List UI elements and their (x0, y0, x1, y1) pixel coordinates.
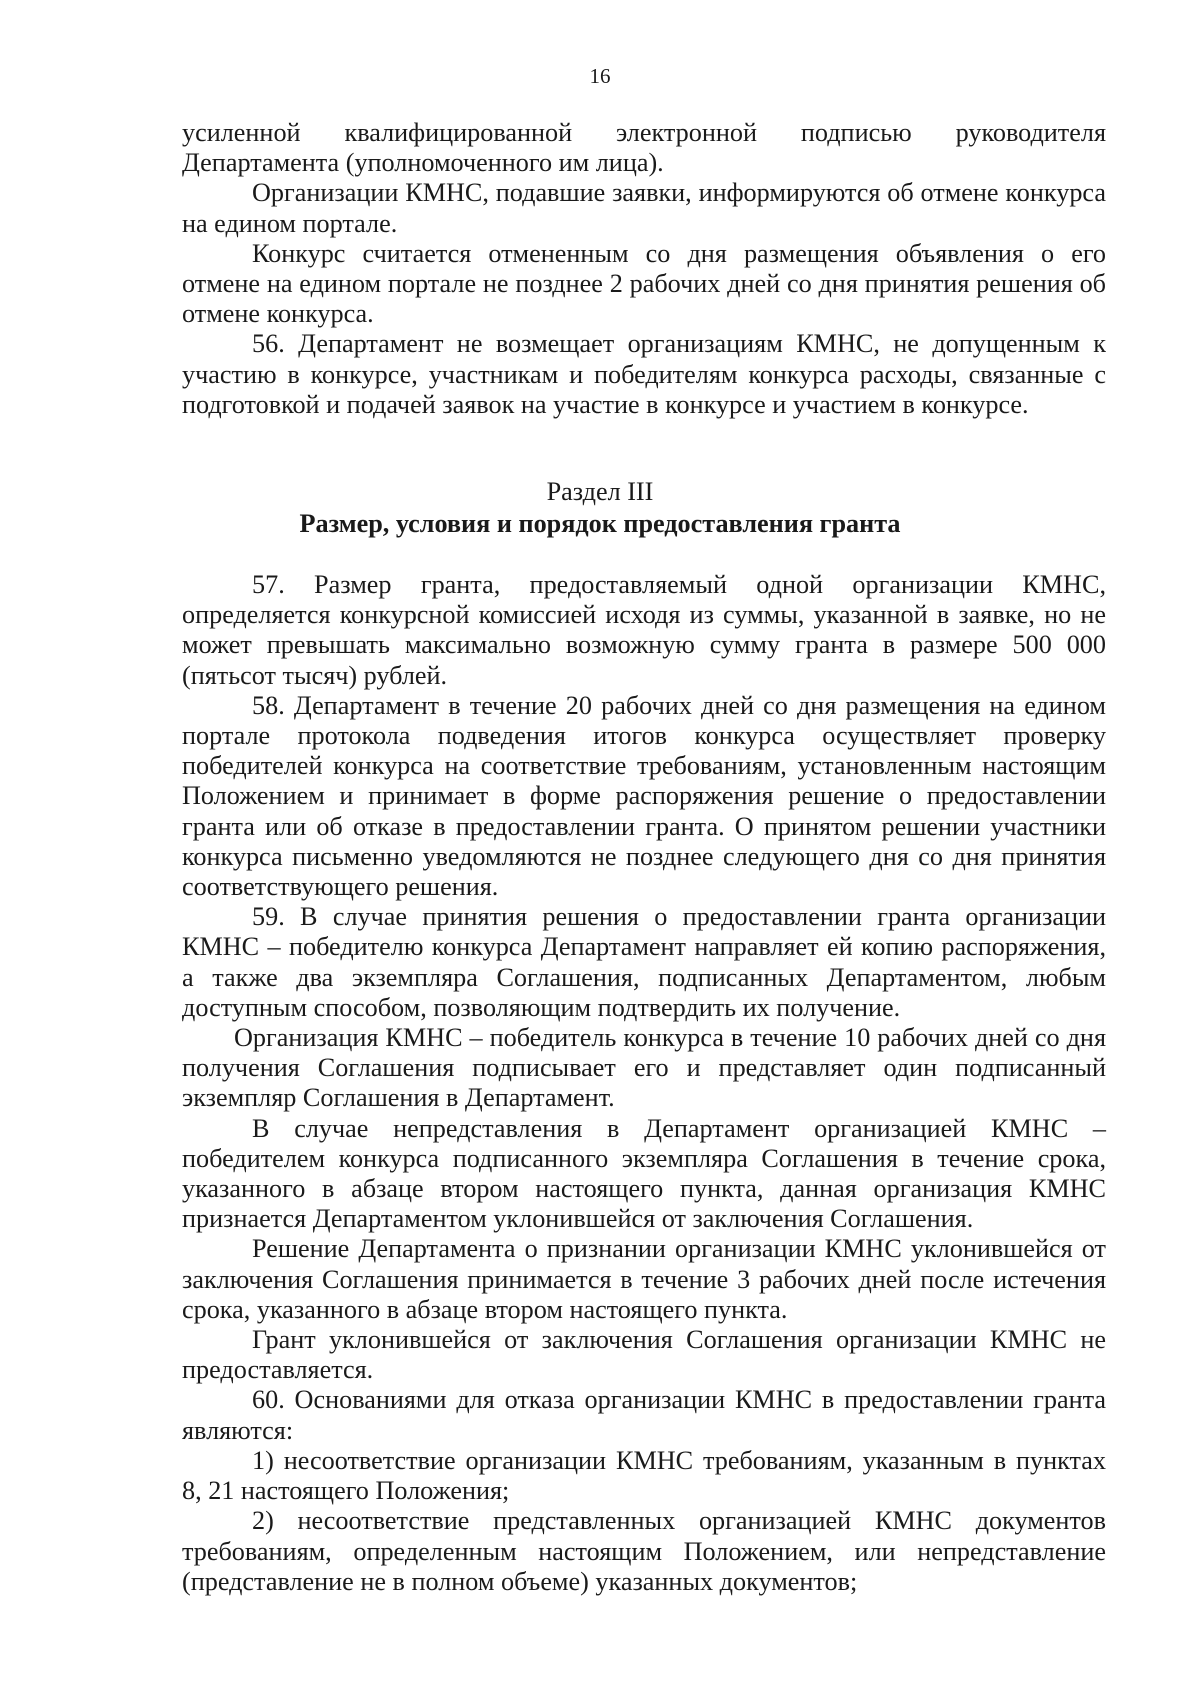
paragraph: Организация КМНС – победитель конкурса в течение 10 рабочих дней со дня получения Соглашения подписывает его и представляет один подписанный экземпляр Соглашения в Департамент. (182, 1023, 1106, 1113)
text-block-intro (182, 118, 1106, 420)
section-number: Раздел III (546, 477, 654, 506)
section-title: Размер, условия и порядок предоставления гранта (299, 509, 901, 538)
list-item: 1) несоответствие организации КМНС требованиям, указанным в пунктах 8, 21 настоящего Положения; (182, 1445, 1106, 1506)
paragraph: Решение Департамента о признании организации КМНС уклонившейся от заключения Соглашения принимается в течение 3 рабочих дней после истечения срока, указанного в абзаце втором настоящего пункта. (182, 1234, 1106, 1324)
page-number: 16 (589, 64, 611, 88)
list-item: 2) несоответствие представленных организацией КМНС документов требованиям, определенным настоящим Положением, или непредставление (представление не в полном объеме) указанных документов; (182, 1506, 1106, 1596)
paragraph: Грант уклонившейся от заключения Соглашения организации КМНС не предоставляется. (182, 1325, 1106, 1385)
paragraph: В случае непредставления в Департамент организацией КМНС – победителем конкурса подписанного экземпляра Соглашения в течение срока, указанного в абзаце втором настоящего пункта, данная организация КМНС признается Департаментом уклонившейся от заключения Соглашения. (182, 1113, 1106, 1234)
paragraph-item-60: 60. Основаниями для отказа организации КМНС в предоставлении гранта являются: (182, 1385, 1106, 1445)
paragraph-item-56: 56. Департамент не возмещает организациям КМНС, не допущенным к участию в конкурсе, участникам и победителям конкурса расходы, связанные с подготовкой и подачей заявок на участие в конкурсе и участием в конкурсе. (182, 329, 1106, 419)
paragraph-item-59: 59. В случае принятия решения о предоставлении гранта организации КМНС – победителю конкурса Департамент направляет ей копию распоряжения, а также два экземпляра Соглашения, подписанных Департаментом, любым доступным способом, позволяющим подтвердить их получение. (182, 902, 1106, 1022)
paragraph: Конкурс считается отмененным со дня размещения объявления о его отмене на едином портале не позднее 2 рабочих дней со дня принятия решения об отмене конкурса. (182, 238, 1106, 329)
text-block-section-3 (182, 570, 1106, 1597)
paragraph-item-58: 58. Департамент в течение 20 рабочих дней со дня размещения на едином портале протокола подведения итогов конкурса осуществляет проверку победителей конкурса на соответствие требованиям, установленным настоящим Положением и принимает в форме распоряжения решение о предоставлении гранта или об отказе в предоставлении гранта. О принятом решении участники конкурса письменно уведомляются не позднее следующего дня со дня принятия соответствующего решения. (182, 690, 1106, 902)
paragraph: усиленной квалифицированной электронной подписью руководителя Департамента (уполномоченного им лица). (182, 118, 1106, 178)
paragraph-item-57: 57. Размер гранта, предоставляемый одной организации КМНС, определяется конкурсной комиссией исходя из суммы, указанной в заявке, но не может превышать максимально возможную сумму гранта в размере 500 000 (пятьсот тысяч) рублей. (182, 570, 1106, 690)
paragraph: Организации КМНС, подавшие заявки, информируются об отмене конкурса на едином портале. (182, 178, 1106, 238)
